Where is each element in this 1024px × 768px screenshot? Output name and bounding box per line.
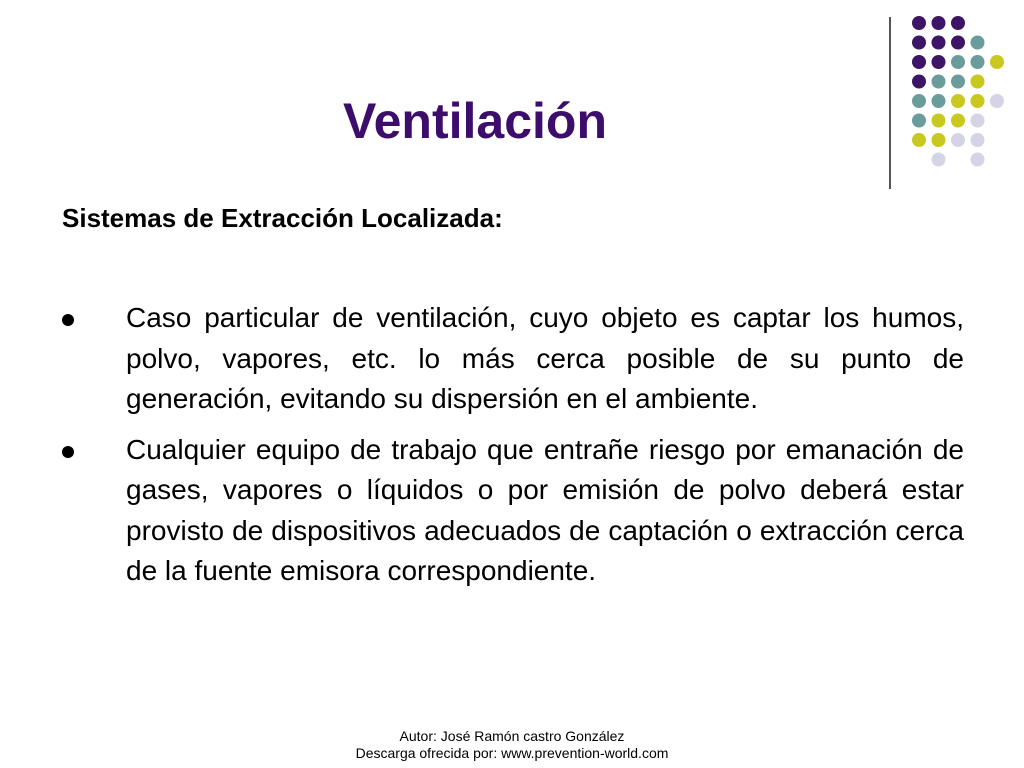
decorative-dot [932,94,946,108]
decorative-dot [951,94,965,108]
bullet-item [62,430,964,592]
slide-title: Ventilación [343,93,607,149]
decorative-dot [990,55,1004,69]
decorative-dot [951,55,965,69]
bullet-text: Cualquier equipo de trabajo que entrañe riesgo por emanación de gases, vapores o líquidos o por emisión de polvo deberá estar provisto de dispositivos adecuados de captación o extracción cerca de la fuente emisora correspondiente. [126,433,964,586]
decorative-dot [932,36,946,50]
decorative-dot [951,36,965,50]
decorative-dot [912,55,926,69]
decorative-dot [932,75,946,89]
decorative-dot [971,75,985,89]
decorative-dot [912,16,926,30]
decorative-dot [951,133,965,147]
decorative-dot [912,133,926,147]
decorative-dot [932,153,946,167]
decorative-dot [971,153,985,167]
decorative-dot [990,94,1004,108]
decorative-dot [912,114,926,128]
decorative-dot [971,94,985,108]
decorative-dot [971,114,985,128]
footer-download-source: Descarga ofrecida por: www.prevention-world.com [355,745,669,761]
slide-footer [300,728,724,762]
decorative-dot [912,94,926,108]
decorative-dot [912,36,926,50]
decorative-dot [932,55,946,69]
decorative-dot [912,75,926,89]
decorative-dot [951,114,965,128]
decorative-dot-grid [910,14,1010,174]
decorative-dot [951,75,965,89]
bullet-list [62,298,964,602]
bullet-dot-icon [62,446,74,458]
slide-subtitle: Sistemas de Extracción Localizada: [62,203,503,233]
decorative-dot [932,114,946,128]
title-divider-line [889,17,891,189]
decorative-dot [932,133,946,147]
bullet-item [62,298,964,420]
bullet-dot-icon [62,314,74,326]
decorative-dot [951,16,965,30]
footer-author: Autor: José Ramón castro González [399,728,625,744]
decorative-dot [971,133,985,147]
decorative-dot [971,36,985,50]
decorative-dot [971,55,985,69]
bullet-text: Caso particular de ventilación, cuyo objeto es captar los humos, polvo, vapores, etc. lo más cerca posible de su punto de generación, evitando su dispersión en el ambiente. [126,302,964,414]
decorative-dot [932,16,946,30]
